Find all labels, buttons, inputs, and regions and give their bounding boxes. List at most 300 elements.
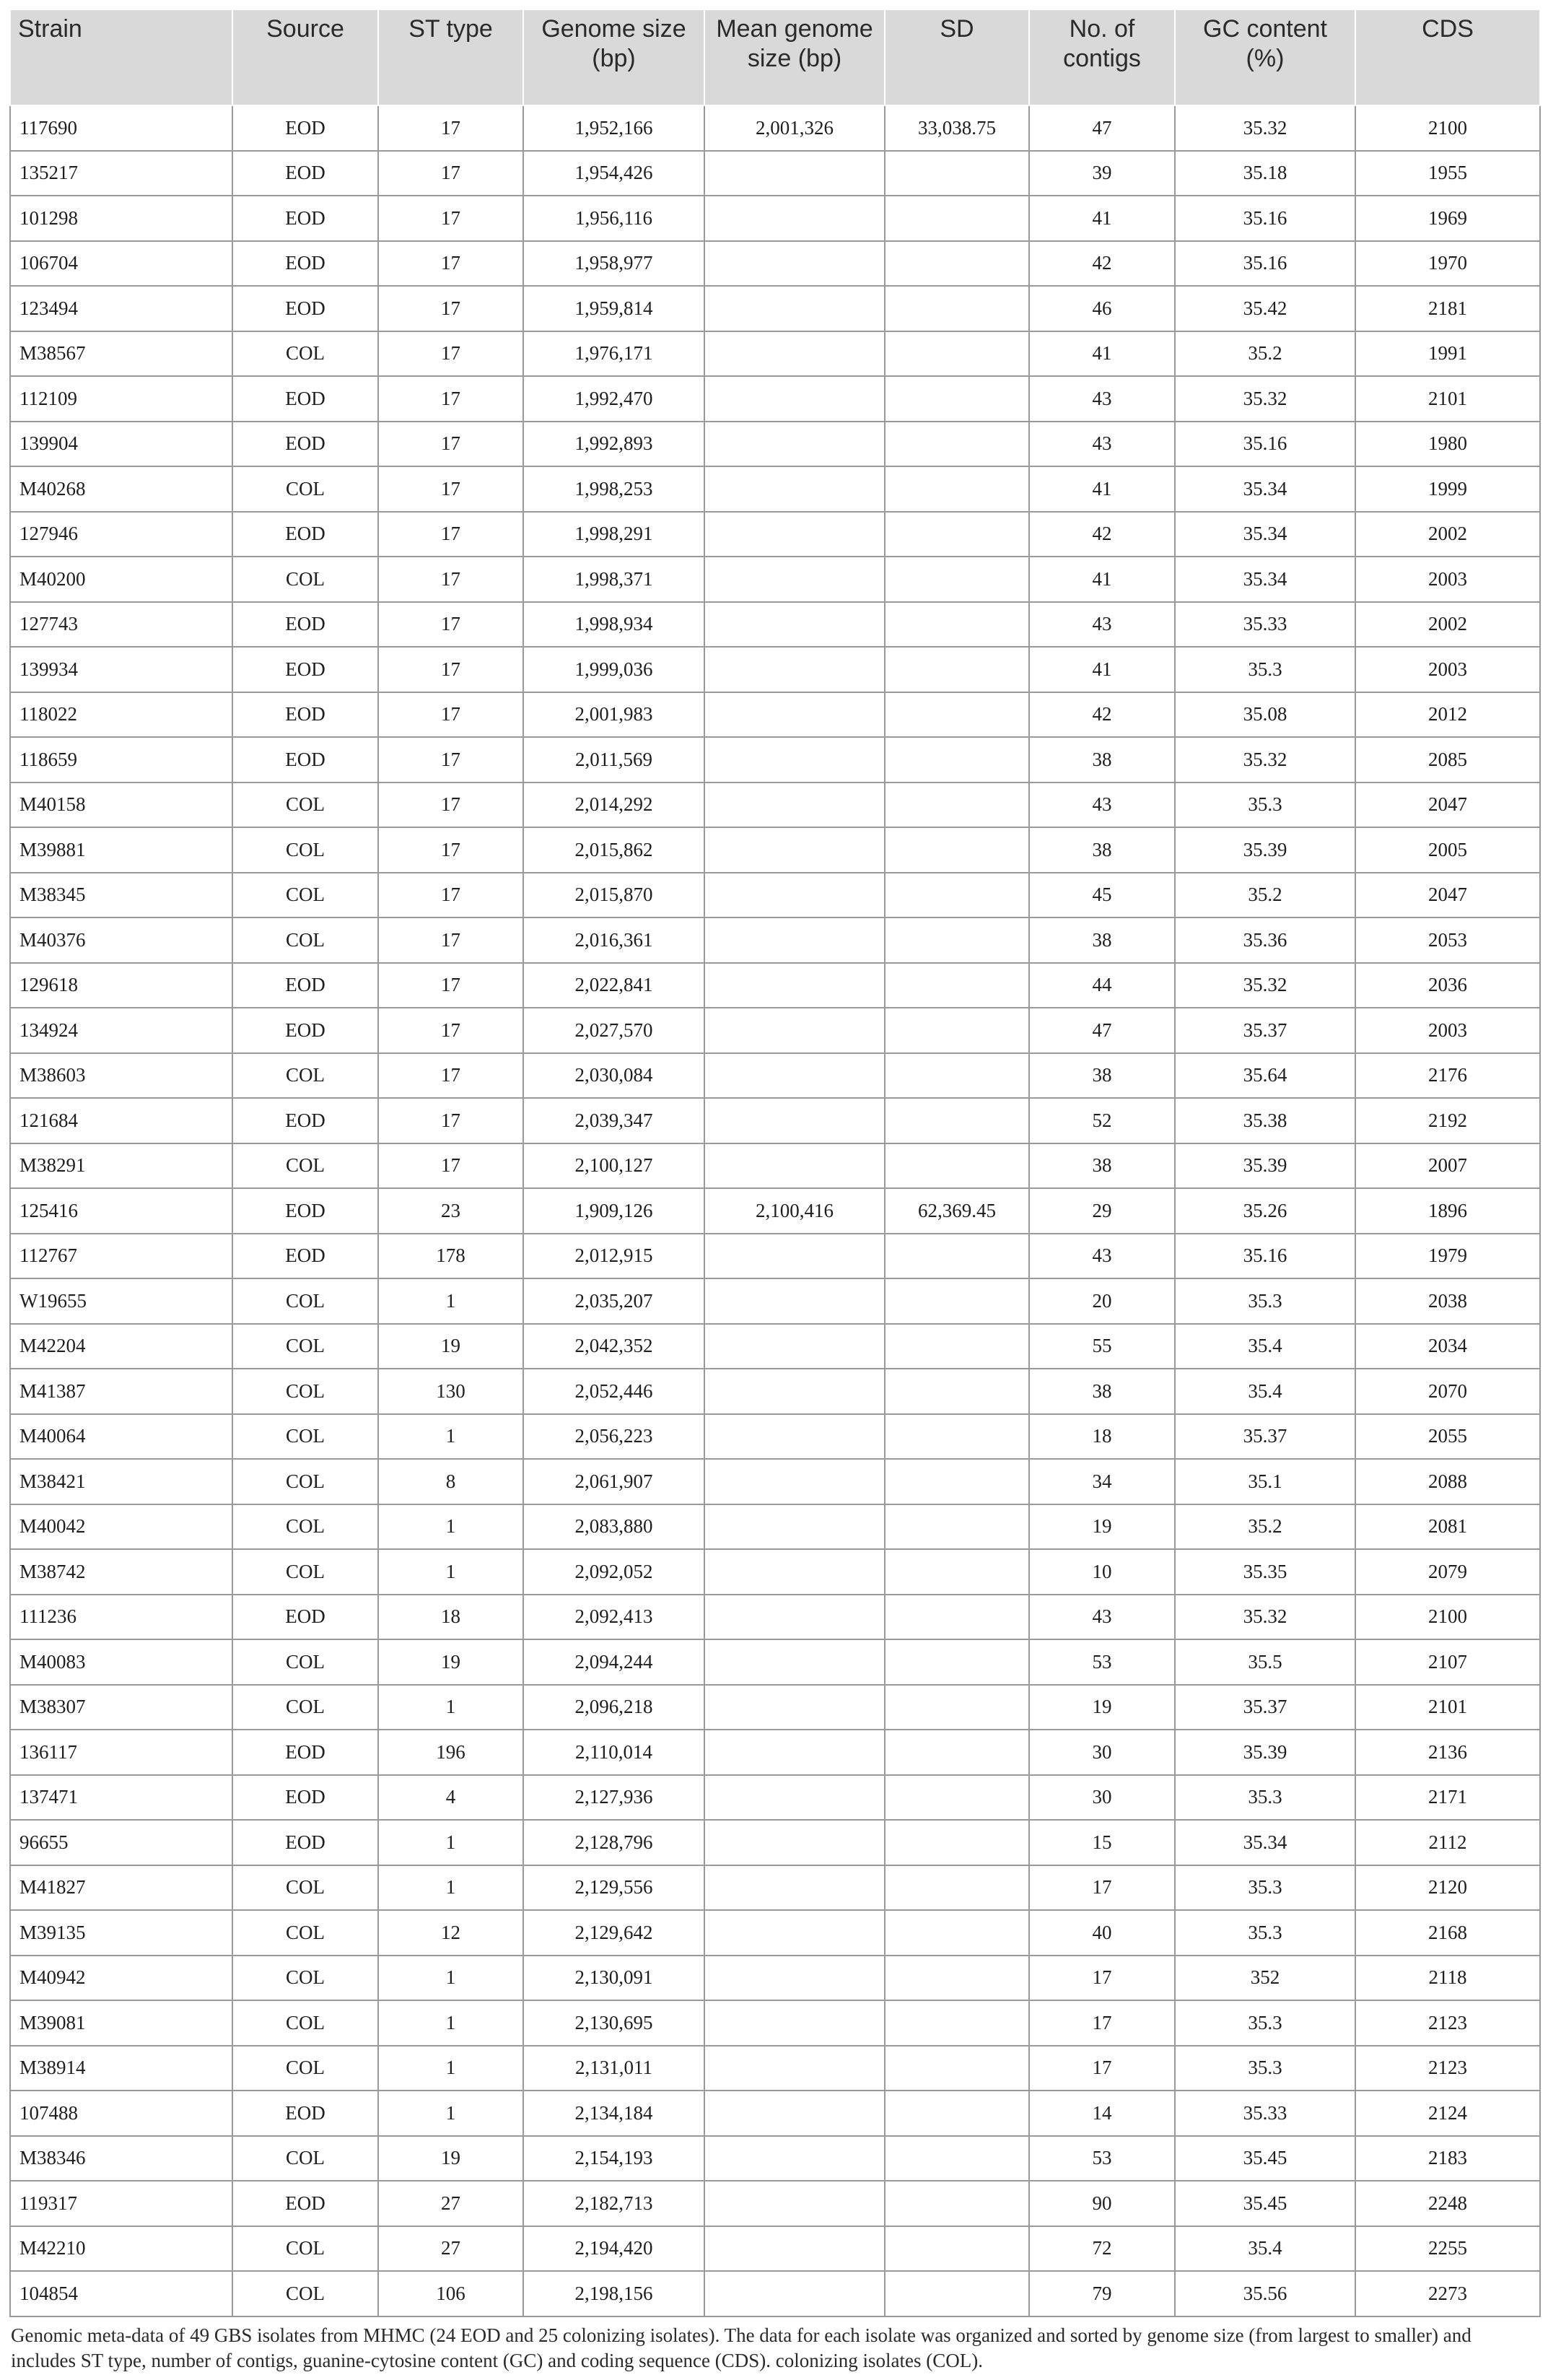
- source-cell: COL: [232, 783, 378, 828]
- table-row: [10, 1956, 1540, 2001]
- table-row: [10, 737, 1540, 783]
- strain-cell: M39135: [10, 1910, 232, 1956]
- sd-cell: [885, 196, 1029, 241]
- gc-content-cell: 35.16: [1175, 196, 1355, 241]
- sd-cell: [885, 512, 1029, 557]
- mean-genome-size-cell: [704, 1639, 885, 1685]
- source-cell: EOD: [232, 2181, 378, 2226]
- table-row: [10, 1595, 1540, 1640]
- mean-genome-size-cell: [704, 1143, 885, 1189]
- strain-cell: M42210: [10, 2226, 232, 2272]
- cds-cell: 2181: [1355, 286, 1540, 331]
- contigs-cell: 43: [1029, 783, 1175, 828]
- source-cell: EOD: [232, 151, 378, 196]
- contigs-cell: 43: [1029, 376, 1175, 422]
- source-cell: EOD: [232, 1820, 378, 1865]
- sd-cell: [885, 1324, 1029, 1369]
- sd-cell: [885, 1234, 1029, 1279]
- contigs-cell: 90: [1029, 2181, 1175, 2226]
- sd-cell: [885, 1910, 1029, 1956]
- gc-content-cell: 35.3: [1175, 1865, 1355, 1911]
- mean-genome-size-cell: [704, 286, 885, 331]
- gc-content-cell: 35.16: [1175, 1234, 1355, 1279]
- contigs-cell: 17: [1029, 1956, 1175, 2001]
- st-type-cell: 130: [378, 1369, 523, 1414]
- genome-size-cell: 2,194,420: [523, 2226, 704, 2272]
- source-cell: EOD: [232, 602, 378, 648]
- cds-cell: 2036: [1355, 963, 1540, 1008]
- strain-cell: 134924: [10, 1008, 232, 1053]
- strain-cell: M38603: [10, 1053, 232, 1099]
- contigs-cell: 38: [1029, 1143, 1175, 1189]
- st-type-cell: 106: [378, 2271, 523, 2316]
- mean-genome-size-cell: [704, 331, 885, 377]
- genome-size-cell: 2,042,352: [523, 1324, 704, 1369]
- table-row: [10, 512, 1540, 557]
- cds-cell: 2123: [1355, 2000, 1540, 2046]
- cds-cell: 1979: [1355, 1234, 1540, 1279]
- contigs-cell: 17: [1029, 1865, 1175, 1911]
- genome-size-cell: 2,011,569: [523, 737, 704, 783]
- mean-genome-size-cell: [704, 1956, 885, 2001]
- cds-cell: 2118: [1355, 1956, 1540, 2001]
- mean-genome-size-cell: [704, 1369, 885, 1414]
- cds-cell: 2107: [1355, 1639, 1540, 1685]
- sd-cell: [885, 783, 1029, 828]
- genome-size-cell: 2,016,361: [523, 917, 704, 963]
- mean-genome-size-cell: [704, 1820, 885, 1865]
- table-row: [10, 466, 1540, 512]
- mean-genome-size-cell: [704, 376, 885, 422]
- mean-genome-size-cell: [704, 512, 885, 557]
- genome-size-cell: 1,998,934: [523, 602, 704, 648]
- contigs-cell: 14: [1029, 2091, 1175, 2136]
- st-type-cell: 1: [378, 1504, 523, 1550]
- source-cell: EOD: [232, 1234, 378, 1279]
- gc-content-cell: 35.34: [1175, 466, 1355, 512]
- strain-cell: M38291: [10, 1143, 232, 1189]
- table-row: [10, 105, 1540, 151]
- sd-cell: [885, 1639, 1029, 1685]
- contigs-cell: 43: [1029, 602, 1175, 648]
- gc-content-cell: 35.4: [1175, 2226, 1355, 2272]
- cds-cell: 2176: [1355, 1053, 1540, 1099]
- sd-cell: [885, 2091, 1029, 2136]
- mean-genome-size-cell: [704, 1685, 885, 1730]
- cds-cell: 2007: [1355, 1143, 1540, 1189]
- gc-content-cell: 35.56: [1175, 2271, 1355, 2316]
- contigs-cell: 46: [1029, 286, 1175, 331]
- strain-cell: M38742: [10, 1549, 232, 1595]
- table-footnote: Genomic meta-data of 49 GBS isolates from MHMC (24 EOD and 25 colonizing isolates). The data for each isolate was organized and sorted by genome size (from largest to smaller) and includes ST type, number of contigs, guanine-cytosine content (GC) and coding sequence (CDS). colonizing isolates (COL).: [11, 2324, 1472, 2371]
- st-type-cell: 17: [378, 286, 523, 331]
- strain-cell: 135217: [10, 151, 232, 196]
- source-cell: COL: [232, 1143, 378, 1189]
- source-cell: EOD: [232, 692, 378, 738]
- gc-content-cell: 35.2: [1175, 331, 1355, 377]
- genome-size-cell: 2,027,570: [523, 1008, 704, 1053]
- contigs-cell: 42: [1029, 692, 1175, 738]
- cds-cell: 2085: [1355, 737, 1540, 783]
- source-cell: EOD: [232, 105, 378, 151]
- sd-cell: [885, 647, 1029, 692]
- cds-cell: 2005: [1355, 827, 1540, 873]
- genome-size-cell: 1,999,036: [523, 647, 704, 692]
- gc-content-cell: 35.4: [1175, 1369, 1355, 1414]
- gc-content-cell: 35.3: [1175, 2000, 1355, 2046]
- sd-cell: [885, 1098, 1029, 1143]
- strain-cell: 101298: [10, 196, 232, 241]
- table-row: [10, 1820, 1540, 1865]
- contigs-cell: 53: [1029, 1639, 1175, 1685]
- table-row: [10, 873, 1540, 918]
- genome-size-cell: 2,096,218: [523, 1685, 704, 1730]
- strain-cell: 137471: [10, 1775, 232, 1821]
- source-cell: COL: [232, 331, 378, 377]
- sd-cell: [885, 557, 1029, 602]
- contigs-cell: 43: [1029, 422, 1175, 467]
- genome-size-cell: 2,130,695: [523, 2000, 704, 2046]
- genome-size-cell: 2,129,556: [523, 1865, 704, 1911]
- genome-size-cell: 2,094,244: [523, 1639, 704, 1685]
- cds-cell: 2101: [1355, 1685, 1540, 1730]
- source-cell: EOD: [232, 1595, 378, 1640]
- gc-content-cell: 35.2: [1175, 873, 1355, 918]
- st-type-cell: 19: [378, 1324, 523, 1369]
- genome-size-cell: 2,198,156: [523, 2271, 704, 2316]
- genome-size-cell: 2,030,084: [523, 1053, 704, 1099]
- st-type-cell: 17: [378, 783, 523, 828]
- cds-cell: 2124: [1355, 2091, 1540, 2136]
- cds-cell: 2055: [1355, 1414, 1540, 1460]
- table-row: [10, 1053, 1540, 1099]
- table-row: [10, 151, 1540, 196]
- gc-content-cell: 35.3: [1175, 2046, 1355, 2091]
- source-cell: EOD: [232, 196, 378, 241]
- st-type-cell: 1: [378, 1278, 523, 1324]
- source-cell: COL: [232, 1865, 378, 1911]
- strain-cell: 117690: [10, 105, 232, 151]
- cds-cell: 2120: [1355, 1865, 1540, 1911]
- sd-cell: [885, 151, 1029, 196]
- table-row: [10, 1278, 1540, 1324]
- st-type-cell: 17: [378, 1008, 523, 1053]
- gc-content-cell: 35.4: [1175, 1324, 1355, 1369]
- sd-cell: [885, 737, 1029, 783]
- mean-genome-size-cell: [704, 2271, 885, 2316]
- sd-cell: [885, 2046, 1029, 2091]
- genome-size-cell: 2,035,207: [523, 1278, 704, 1324]
- cds-cell: 2255: [1355, 2226, 1540, 2272]
- genome-size-cell: 2,039,347: [523, 1098, 704, 1143]
- mean-genome-size-cell: [704, 1324, 885, 1369]
- header-mean-genome-size: Mean genome size (bp): [704, 9, 885, 105]
- table-row: [10, 1234, 1540, 1279]
- cds-cell: 2101: [1355, 376, 1540, 422]
- cds-cell: 2136: [1355, 1730, 1540, 1775]
- gc-content-cell: 35.34: [1175, 557, 1355, 602]
- strain-cell: M40064: [10, 1414, 232, 1460]
- genome-table: [9, 9, 1541, 2317]
- st-type-cell: 17: [378, 422, 523, 467]
- genome-size-cell: 1,956,116: [523, 196, 704, 241]
- strain-cell: 139934: [10, 647, 232, 692]
- mean-genome-size-cell: [704, 2091, 885, 2136]
- cds-cell: 2088: [1355, 1459, 1540, 1504]
- source-cell: COL: [232, 1369, 378, 1414]
- source-cell: EOD: [232, 647, 378, 692]
- source-cell: COL: [232, 1685, 378, 1730]
- contigs-cell: 72: [1029, 2226, 1175, 2272]
- contigs-cell: 17: [1029, 2000, 1175, 2046]
- cds-cell: 2100: [1355, 105, 1540, 151]
- cds-cell: 2112: [1355, 1820, 1540, 1865]
- mean-genome-size-cell: [704, 737, 885, 783]
- cds-cell: 2070: [1355, 1369, 1540, 1414]
- st-type-cell: 17: [378, 105, 523, 151]
- table-row: [10, 1910, 1540, 1956]
- contigs-cell: 47: [1029, 105, 1175, 151]
- strain-cell: 121684: [10, 1098, 232, 1143]
- cds-cell: 1999: [1355, 466, 1540, 512]
- source-cell: EOD: [232, 241, 378, 287]
- table-row: [10, 2091, 1540, 2136]
- sd-cell: [885, 2271, 1029, 2316]
- table-row: [10, 1549, 1540, 1595]
- gc-content-cell: 35.34: [1175, 1820, 1355, 1865]
- table-row: [10, 827, 1540, 873]
- cds-cell: 2100: [1355, 1595, 1540, 1640]
- table-row: [10, 963, 1540, 1008]
- st-type-cell: 19: [378, 1639, 523, 1685]
- genome-size-cell: 2,131,011: [523, 2046, 704, 2091]
- cds-cell: 1980: [1355, 422, 1540, 467]
- table-row: [10, 1730, 1540, 1775]
- table-row: [10, 2226, 1540, 2272]
- strain-cell: 129618: [10, 963, 232, 1008]
- table-row: [10, 1459, 1540, 1504]
- cds-cell: 2053: [1355, 917, 1540, 963]
- mean-genome-size-cell: [704, 963, 885, 1008]
- mean-genome-size-cell: [704, 466, 885, 512]
- gc-content-cell: 35.3: [1175, 1775, 1355, 1821]
- header-cds: CDS: [1355, 9, 1540, 105]
- sd-cell: [885, 1549, 1029, 1595]
- table-row: [10, 1098, 1540, 1143]
- strain-cell: 104854: [10, 2271, 232, 2316]
- strain-cell: 118022: [10, 692, 232, 738]
- st-type-cell: 17: [378, 196, 523, 241]
- genome-size-cell: 1,959,814: [523, 286, 704, 331]
- st-type-cell: 17: [378, 873, 523, 918]
- genome-size-cell: 2,100,127: [523, 1143, 704, 1189]
- source-cell: EOD: [232, 1188, 378, 1234]
- mean-genome-size-cell: [704, 151, 885, 196]
- genome-size-cell: 1,909,126: [523, 1188, 704, 1234]
- sd-cell: [885, 1459, 1029, 1504]
- st-type-cell: 1: [378, 1549, 523, 1595]
- sd-cell: [885, 376, 1029, 422]
- genome-size-cell: 2,127,936: [523, 1775, 704, 1821]
- gc-content-cell: 35.33: [1175, 602, 1355, 648]
- sd-cell: [885, 286, 1029, 331]
- mean-genome-size-cell: [704, 692, 885, 738]
- gc-content-cell: 35.37: [1175, 1008, 1355, 1053]
- source-cell: COL: [232, 2226, 378, 2272]
- genome-size-cell: 1,952,166: [523, 105, 704, 151]
- st-type-cell: 196: [378, 1730, 523, 1775]
- gc-content-cell: 35.32: [1175, 1595, 1355, 1640]
- mean-genome-size-cell: [704, 1234, 885, 1279]
- genome-size-cell: 2,061,907: [523, 1459, 704, 1504]
- contigs-cell: 41: [1029, 331, 1175, 377]
- mean-genome-size-cell: 2,001,326: [704, 105, 885, 151]
- cds-cell: 2183: [1355, 2136, 1540, 2181]
- genome-size-cell: 1,998,253: [523, 466, 704, 512]
- st-type-cell: 1: [378, 1414, 523, 1460]
- genome-size-cell: 2,052,446: [523, 1369, 704, 1414]
- st-type-cell: 17: [378, 151, 523, 196]
- st-type-cell: 17: [378, 827, 523, 873]
- genome-size-cell: 1,998,371: [523, 557, 704, 602]
- table-row: [10, 602, 1540, 648]
- gc-content-cell: 35.3: [1175, 647, 1355, 692]
- st-type-cell: 1: [378, 1685, 523, 1730]
- st-type-cell: 17: [378, 647, 523, 692]
- table-header: [10, 9, 1540, 105]
- mean-genome-size-cell: [704, 2046, 885, 2091]
- st-type-cell: 1: [378, 1820, 523, 1865]
- table-row: [10, 422, 1540, 467]
- mean-genome-size-cell: [704, 1098, 885, 1143]
- gc-content-cell: 35.39: [1175, 827, 1355, 873]
- sd-cell: [885, 963, 1029, 1008]
- source-cell: COL: [232, 873, 378, 918]
- strain-cell: M38567: [10, 331, 232, 377]
- st-type-cell: 17: [378, 1143, 523, 1189]
- mean-genome-size-cell: [704, 1595, 885, 1640]
- st-type-cell: 17: [378, 917, 523, 963]
- source-cell: COL: [232, 557, 378, 602]
- source-cell: EOD: [232, 1008, 378, 1053]
- mean-genome-size-cell: [704, 1459, 885, 1504]
- gc-content-cell: 35.45: [1175, 2181, 1355, 2226]
- strain-cell: M41387: [10, 1369, 232, 1414]
- st-type-cell: 4: [378, 1775, 523, 1821]
- sd-cell: [885, 917, 1029, 963]
- source-cell: EOD: [232, 1775, 378, 1821]
- strain-cell: M38914: [10, 2046, 232, 2091]
- header-genome-size: Genome size (bp): [523, 9, 704, 105]
- contigs-cell: 19: [1029, 1504, 1175, 1550]
- cds-cell: 2038: [1355, 1278, 1540, 1324]
- genome-size-cell: 2,083,880: [523, 1504, 704, 1550]
- strain-cell: 125416: [10, 1188, 232, 1234]
- sd-cell: [885, 1414, 1029, 1460]
- cds-cell: 1896: [1355, 1188, 1540, 1234]
- strain-cell: M41827: [10, 1865, 232, 1911]
- strain-cell: M40268: [10, 466, 232, 512]
- cds-cell: 2012: [1355, 692, 1540, 738]
- gc-content-cell: 35.37: [1175, 1414, 1355, 1460]
- gc-content-cell: 35.37: [1175, 1685, 1355, 1730]
- gc-content-cell: 35.1: [1175, 1459, 1355, 1504]
- table-row: [10, 783, 1540, 828]
- gc-content-cell: 35.18: [1175, 151, 1355, 196]
- contigs-cell: 19: [1029, 1685, 1175, 1730]
- mean-genome-size-cell: [704, 557, 885, 602]
- gc-content-cell: 35.32: [1175, 376, 1355, 422]
- source-cell: COL: [232, 1910, 378, 1956]
- contigs-cell: 41: [1029, 557, 1175, 602]
- mean-genome-size-cell: [704, 602, 885, 648]
- strain-cell: 119317: [10, 2181, 232, 2226]
- cds-cell: 2047: [1355, 783, 1540, 828]
- gc-content-cell: 35.32: [1175, 737, 1355, 783]
- st-type-cell: 1: [378, 2091, 523, 2136]
- cds-cell: 2192: [1355, 1098, 1540, 1143]
- mean-genome-size-cell: [704, 917, 885, 963]
- strain-cell: 106704: [10, 241, 232, 287]
- source-cell: COL: [232, 1053, 378, 1099]
- contigs-cell: 43: [1029, 1595, 1175, 1640]
- genome-size-cell: 2,056,223: [523, 1414, 704, 1460]
- sd-cell: [885, 2136, 1029, 2181]
- sd-cell: [885, 1595, 1029, 1640]
- sd-cell: [885, 1504, 1029, 1550]
- strain-cell: W19655: [10, 1278, 232, 1324]
- st-type-cell: 19: [378, 2136, 523, 2181]
- table-row: [10, 241, 1540, 287]
- contigs-cell: 20: [1029, 1278, 1175, 1324]
- genome-size-cell: 2,022,841: [523, 963, 704, 1008]
- strain-cell: M40042: [10, 1504, 232, 1550]
- sd-cell: [885, 331, 1029, 377]
- st-type-cell: 17: [378, 512, 523, 557]
- cds-cell: 2034: [1355, 1324, 1540, 1369]
- sd-cell: [885, 2181, 1029, 2226]
- cds-cell: 1969: [1355, 196, 1540, 241]
- mean-genome-size-cell: [704, 1775, 885, 1821]
- source-cell: EOD: [232, 737, 378, 783]
- contigs-cell: 34: [1029, 1459, 1175, 1504]
- table-row: [10, 2181, 1540, 2226]
- table-row: [10, 692, 1540, 738]
- strain-cell: 136117: [10, 1730, 232, 1775]
- mean-genome-size-cell: [704, 2000, 885, 2046]
- genome-size-cell: 2,001,983: [523, 692, 704, 738]
- st-type-cell: 18: [378, 1595, 523, 1640]
- strain-cell: M40376: [10, 917, 232, 963]
- source-cell: COL: [232, 1639, 378, 1685]
- gc-content-cell: 35.39: [1175, 1730, 1355, 1775]
- strain-cell: 107488: [10, 2091, 232, 2136]
- mean-genome-size-cell: [704, 196, 885, 241]
- table-row: [10, 647, 1540, 692]
- source-cell: COL: [232, 2271, 378, 2316]
- gc-content-cell: 35.34: [1175, 512, 1355, 557]
- gc-content-cell: 35.08: [1175, 692, 1355, 738]
- table-row: [10, 1143, 1540, 1189]
- table-body: [10, 105, 1540, 2316]
- table-row: [10, 1324, 1540, 1369]
- table-row: [10, 917, 1540, 963]
- st-type-cell: 1: [378, 1865, 523, 1911]
- source-cell: EOD: [232, 422, 378, 467]
- genome-size-cell: 1,992,893: [523, 422, 704, 467]
- contigs-cell: 43: [1029, 1234, 1175, 1279]
- sd-cell: [885, 2226, 1029, 2272]
